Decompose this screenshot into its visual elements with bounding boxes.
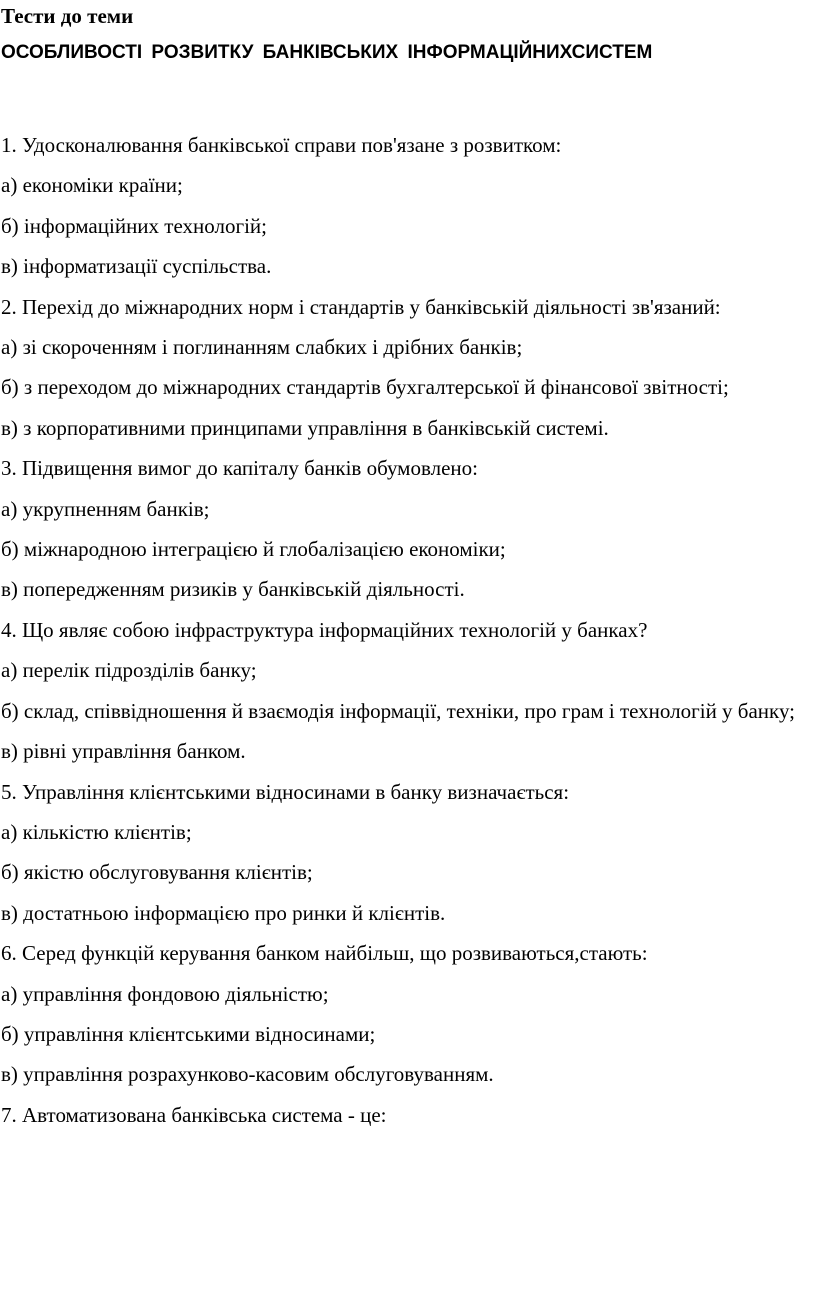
test-questions bbox=[1, 125, 816, 1135]
answer-option-c: в) рівні управління банком. bbox=[1, 739, 246, 764]
question-3 bbox=[1, 448, 816, 610]
question-text: 5. Управління клієнтськими відносинами в банку визначається: bbox=[1, 779, 570, 804]
answer-option-c: в) з корпоративними принципами управління в банківській системі. bbox=[1, 415, 609, 440]
question-text: 6. Серед функцій керування банком найбільш, що розвиваються,стають: bbox=[1, 941, 648, 966]
answer-option-a: а) кількістю клієнтів; bbox=[1, 819, 192, 844]
answer-option-b: б) управління клієнтськими відносинами; bbox=[1, 1021, 376, 1046]
question-text: 3. Підвищення вимог до капіталу банків обумовлено: bbox=[1, 456, 478, 481]
answer-option-b: б) якістю обслуговування клієнтів; bbox=[1, 860, 313, 885]
question-6 bbox=[1, 933, 816, 1095]
answer-option-b: б) інформаційних технологій; bbox=[1, 213, 267, 238]
answer-option-a: а) укрупненням банків; bbox=[1, 496, 210, 521]
answer-option-b: б) з переходом до міжнародних стандартів бухгалтерської й фінансової звітності; bbox=[1, 375, 729, 400]
topic-heading: ОСОБЛИВОСТІ РОЗВИТКУ БАНКІВСЬКИХ ІНФОРМАЦІЙНИХСИСТЕМ bbox=[1, 42, 653, 63]
question-text: 7. Автоматизована банківська система - це: bbox=[1, 1102, 387, 1127]
answer-option-a: а) зі скороченням і поглинанням слабких і дрібних банків; bbox=[1, 335, 523, 360]
answer-option-a: а) перелік підрозділів банку; bbox=[1, 658, 257, 683]
question-4 bbox=[1, 610, 816, 772]
question-2 bbox=[1, 287, 816, 449]
answer-option-c: в) попередженням ризиків у банківській діяльності. bbox=[1, 577, 465, 602]
question-text: 2. Перехід до міжнародних норм і стандартів у банківській діяльності зв'язаний: bbox=[1, 294, 721, 319]
answer-option-b: б) міжнародною інтеграцією й глобалізацією економіки; bbox=[1, 537, 506, 562]
answer-option-a: а) управління фондовою діяльністю; bbox=[1, 981, 329, 1006]
answer-option-c: в) інформатизації суспільства. bbox=[1, 254, 272, 279]
question-5 bbox=[1, 772, 816, 934]
question-text: 4. Що являє собою інфраструктура інформаційних технологій у банках? bbox=[1, 617, 648, 642]
question-1 bbox=[1, 125, 816, 287]
answer-option-c: в) управління розрахунково-касовим обслуговуванням. bbox=[1, 1062, 494, 1087]
answer-option-a: а) економіки країни; bbox=[1, 173, 183, 198]
answer-option-b: б) склад, співвідношення й взаємодія інформації, техніки, про грам і технологій у банку; bbox=[1, 698, 796, 723]
question-text: 1. Удосконалювання банківської справи пов'язане з розвитком: bbox=[1, 133, 562, 157]
document-title: Тести до теми bbox=[1, 4, 134, 28]
answer-option-c: в) достатньою інформацією про ринки й клієнтів. bbox=[1, 900, 446, 925]
question-7 bbox=[1, 1095, 816, 1135]
